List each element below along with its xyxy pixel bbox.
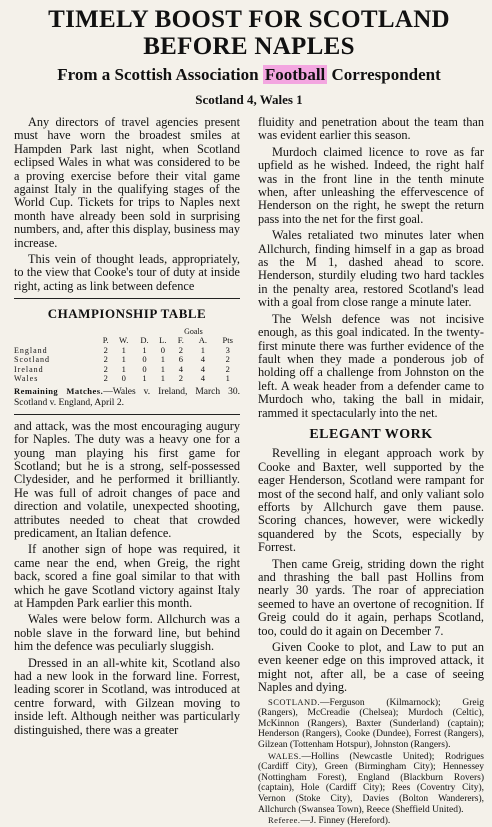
match-score: Scotland 4, Wales 1 bbox=[195, 92, 303, 107]
table-header-row bbox=[14, 336, 240, 346]
table-cell: 4 bbox=[200, 354, 205, 365]
team-name: England bbox=[14, 345, 48, 355]
table-title: CHAMPIONSHIP TABLE bbox=[47, 306, 207, 322]
lineup-scotland bbox=[258, 697, 484, 751]
headline-line-1: TIMELY BOOST FOR SCOTLAND bbox=[48, 6, 450, 33]
table-cell: 0 bbox=[142, 354, 147, 365]
table-cell: 2 bbox=[103, 354, 108, 365]
championship-table bbox=[14, 327, 240, 384]
table-cell: 1 bbox=[121, 363, 126, 374]
table-row bbox=[14, 346, 240, 356]
table-cell: 3 bbox=[225, 344, 230, 355]
article-columns bbox=[14, 116, 484, 827]
goals-label: Goals bbox=[184, 326, 203, 336]
paragraph: Given Cooke to plot, and Law to put an even keener edge on this improved attack, it might not, after all, be a case of seeing Naples and dying. bbox=[258, 640, 484, 695]
table-cell: 2 bbox=[225, 363, 230, 374]
lineup-wales bbox=[258, 751, 484, 816]
paragraph: If another sign of hope was required, it came near the end, when Greig, the right back, scored a fine goal similar to that with which he gave Scotland victory against Italy at Hampden Park earlier this month. bbox=[14, 542, 240, 610]
column-header: D. bbox=[140, 335, 149, 346]
headline bbox=[14, 6, 484, 60]
paragraph: The Welsh defence was not incisive enough, as this goal indicated. In the twenty-first minute there was further evidence of the fault when they made a ponderous job of holding off a challenge from Johnston on the left. A weak header from a defender came to Murdoch who, taking the ball in midair, rammed it spectacularly into the net. bbox=[258, 311, 484, 420]
table-cell: 4 bbox=[178, 363, 183, 374]
lineup-text: —Ferguson (Kilmarnock); Greig (Rangers), McCreadie (Chelsea); Murdoch (Celtic), McKinnon (Rangers), Baxter (Sunderland) (captain); Henderson (Rangers), Cooke (Dundee), Forrest (Rangers), Gilzean (Tottenham Hotspur), Johnston (Rangers). bbox=[258, 697, 484, 751]
table-row bbox=[14, 365, 240, 375]
table-cell: 2 bbox=[103, 344, 108, 355]
referee-line bbox=[258, 815, 484, 827]
byline bbox=[14, 64, 484, 86]
paragraph: Wales retaliated two minutes later when Allchurch, finding himself in a gap as broad as the M 1, dashed ahead to score. Henderson, sturdily eluding two hard tackles in the penalty area, restored Scotland's lead with a goal from close range a minute later. bbox=[258, 228, 484, 310]
team-name: Scotland bbox=[14, 355, 50, 365]
table-cell: 1 bbox=[160, 354, 165, 365]
divider bbox=[14, 298, 240, 299]
table-cell: 2 bbox=[178, 373, 183, 384]
team-name: Ireland bbox=[14, 364, 44, 374]
table-cell: 2 bbox=[178, 344, 183, 355]
column-header: A. bbox=[198, 335, 207, 346]
table-cell: 1 bbox=[142, 373, 147, 384]
table-cell: 1 bbox=[121, 344, 126, 355]
table-cell: 4 bbox=[200, 373, 205, 384]
table-cell: 4 bbox=[200, 363, 205, 374]
paragraph: and attack, was the most encouraging augury for Naples. The duty was a heavy one for a young man playing his first game for Scotland; but he is a strong, self-possessed Clydesider, and he performed it brilliantly. He was full of adroit changes of pace and direction and volatile, unexpected shooting, attributes needed to cheat that crowded predicament, an Italian defence. bbox=[14, 418, 240, 540]
table-cell: 2 bbox=[103, 373, 108, 384]
table-cell: 0 bbox=[121, 373, 126, 384]
table-row bbox=[14, 355, 240, 365]
headline-line-2: BEFORE NAPLES bbox=[143, 33, 355, 60]
table-cell: 1 bbox=[200, 344, 205, 355]
column-right bbox=[258, 116, 484, 827]
paragraph: fluidity and penetration about the team than was evident earlier this season. bbox=[258, 115, 484, 143]
column-left bbox=[14, 116, 240, 827]
remaining-label: Remaining Matches. bbox=[14, 385, 104, 396]
divider bbox=[14, 414, 240, 415]
table-cell: 1 bbox=[160, 373, 165, 384]
referee-label: Referee. bbox=[268, 815, 301, 826]
table-cell: 1 bbox=[121, 354, 126, 365]
column-header: L. bbox=[159, 335, 167, 346]
paragraph: This vein of thought leads, appropriately, to the view that Cooke's tour of duty at inside right, acting as link between defence bbox=[14, 252, 240, 293]
lineup-label: WALES. bbox=[268, 750, 302, 761]
column-header: W. bbox=[119, 335, 129, 346]
lineup-text: —Hollins (Newcastle United); Rodrigues (Cardiff City), Green (Birmingham City); Hennessey (Nottingham Forest), England (Blackburn Rovers) (captain), Hole (Cardiff City); Rees (Coventry City), Vernon (Stoke City), Davies (Bolton Wanderers), Allchurch (Swansea Town), Reece (Sheffield United). bbox=[258, 751, 484, 815]
lineup-label: SCOTLAND. bbox=[268, 696, 320, 707]
byline-post: Correspondent bbox=[327, 65, 441, 84]
team-name: Wales bbox=[14, 374, 39, 384]
table-cell: 2 bbox=[103, 363, 108, 374]
column-header: Pts bbox=[222, 335, 233, 346]
section-subheading: ELEGANT WORK bbox=[309, 426, 433, 442]
table-cell: 1 bbox=[225, 373, 230, 384]
referee-text: —J. Finney (Hereford). bbox=[300, 816, 391, 827]
table-row bbox=[14, 374, 240, 384]
table-cell: 0 bbox=[142, 363, 147, 374]
remaining-text: —Wales v. Ireland, March 30. Scotland v. England, April 2. bbox=[14, 386, 240, 408]
byline-pre: From a Scottish Association bbox=[57, 65, 263, 84]
paragraph: Wales were below form. Allchurch was a noble slave in the forward line, but behind him the defence was peculiarly sluggish. bbox=[14, 612, 240, 654]
table-cell: 6 bbox=[178, 354, 183, 365]
paragraph: Then came Greig, striding down the right and thrashing the ball past Hollins from nearly 30 yards. The roar of appreciation seemed to have an overtone of recognition. If Greig could do it again, perhaps Scotland, too, could do it again on December 7. bbox=[258, 556, 484, 638]
table-cell: 1 bbox=[142, 344, 147, 355]
paragraph: Revelling in elegant approach work by Cooke and Baxter, well supported by the eager Henderson, Scotland were rampant for most of the second half, and only valiant solo efforts by Allchurch gave them pause. Scoring chances, however, were wickedly squandered by the Scots, especially by Forrest. bbox=[258, 446, 484, 555]
paragraph: Murdoch claimed licence to rove as far upfield as he wished. Indeed, the right half was in the front line in the tenth minute when, after unleashing the effervescence of Henderson on the right, he swept the return pass into the net for the first goal. bbox=[258, 144, 484, 226]
table-cell: 0 bbox=[160, 344, 165, 355]
table-cell: 2 bbox=[225, 354, 230, 365]
column-header: F. bbox=[177, 335, 184, 346]
table-cell: 1 bbox=[160, 363, 165, 374]
remaining-matches bbox=[14, 386, 240, 409]
byline-highlight: Football bbox=[264, 65, 326, 84]
paragraph: Dressed in an all-white kit, Scotland also had a new look in the forward line. Forrest, leading scorer in Scotland, was introduced at centre forward, with Gilzean moving to inside left. Although neither was particularly distinguished, there was a greater bbox=[14, 655, 240, 737]
column-header: P. bbox=[102, 335, 109, 346]
paragraph: Any directors of travel agencies present must have worn the broadest smiles at Hampden Park last night, when Scotland eclipsed Wales in what was considered to be a proving exercise before their vital game against Italy in the qualifying stages of the World Cup. Tickets for trips to Naples next month have already been sold in surprising numbers, and, after this display, business may increase. bbox=[14, 115, 240, 250]
team-lineups bbox=[258, 697, 484, 827]
